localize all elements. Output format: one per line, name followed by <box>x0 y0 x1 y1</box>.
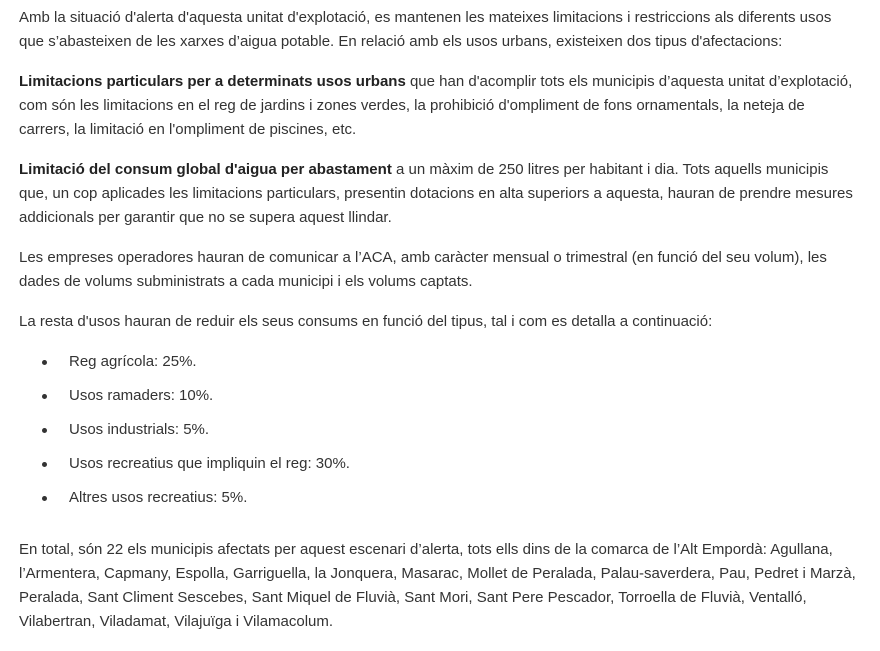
list-item <box>42 384 858 408</box>
usage-reduction-list <box>19 350 858 510</box>
particular-limitations-paragraph <box>19 70 858 142</box>
rest-uses-paragraph: La resta d'usos hauran de reduir els seus consums en funció del tipus, tal i com es detalla a continuació: <box>19 313 713 330</box>
list-item <box>42 418 858 442</box>
affected-municipalities-paragraph: En total, són 22 els municipis afectats per aquest escenari d’alerta, tots ells dins de la comarca de l’Alt Empordà: Agullana, l’Armentera, Capmany, Espolla, Garriguella, la Jonquera, Masarac, Mollet de Peralada, Palau-saverdera, Pau, Pedret i Marzà, Peralada, Sant Climent Sescebes, Sant Miquel de Fluvià, Sant Mori, Sant Pere Pescador, Torroella de Fluvià, Ventalló, Vilabertran, Viladamat, Vilajuïga i Vilamacolum. <box>19 541 856 630</box>
bullet-icon <box>42 462 47 467</box>
intro-paragraph: Amb la situació d'alerta d'aquesta unitat d'explotació, es mantenen les mateixes limitacions i restriccions als diferents usos que s’abasteixen de les xarxes d’aigua potable. En relació amb els usos urbans, existeixen dos tipus d'afectacions: <box>19 9 832 50</box>
operators-paragraph: Les empreses operadores hauran de comunicar a l’ACA, amb caràcter mensual o trimestral (en funció del seu volum), les dades de volums subministrats a cada municipi i els volums captats. <box>19 249 827 290</box>
list-item-text: Reg agrícola: 25%. <box>69 353 197 370</box>
bullet-icon <box>42 496 47 501</box>
bullet-icon <box>42 428 47 433</box>
bullet-icon <box>42 360 47 365</box>
global-consumption-paragraph <box>19 158 858 230</box>
particular-limitations-text: que han d'acomplir tots els municipis d’aquesta unitat d’explotació, com són les limitacions en el reg de jardins i zones verdes, la prohibició d'ompliment de fons ornamentals, la neteja de carrers, la limitació en l'ompliment de piscines, etc. <box>19 73 853 138</box>
global-consumption-heading: Limitació del consum global d'aigua per abastament <box>19 161 392 178</box>
bullet-icon <box>42 394 47 399</box>
list-item-text: Altres usos recreatius: 5%. <box>69 489 248 506</box>
global-consumption-text: a un màxim de 250 litres per habitant i dia. Tots aquells municipis que, un cop aplicades les limitacions particulars, presentin dotacions en alta superiors a aquesta, hauran de prendre mesures addicionals per garantir que no se supera aquest llindar. <box>19 161 853 226</box>
list-item-text: Usos ramaders: 10%. <box>69 387 214 404</box>
list-item-text: Usos industrials: 5%. <box>69 421 210 438</box>
particular-limitations-heading: Limitacions particulars per a determinats usos urbans <box>19 73 406 90</box>
list-item <box>42 486 858 510</box>
list-item-text: Usos recreatius que impliquin el reg: 30%. <box>69 455 350 472</box>
list-item <box>42 452 858 476</box>
list-item <box>42 350 858 374</box>
